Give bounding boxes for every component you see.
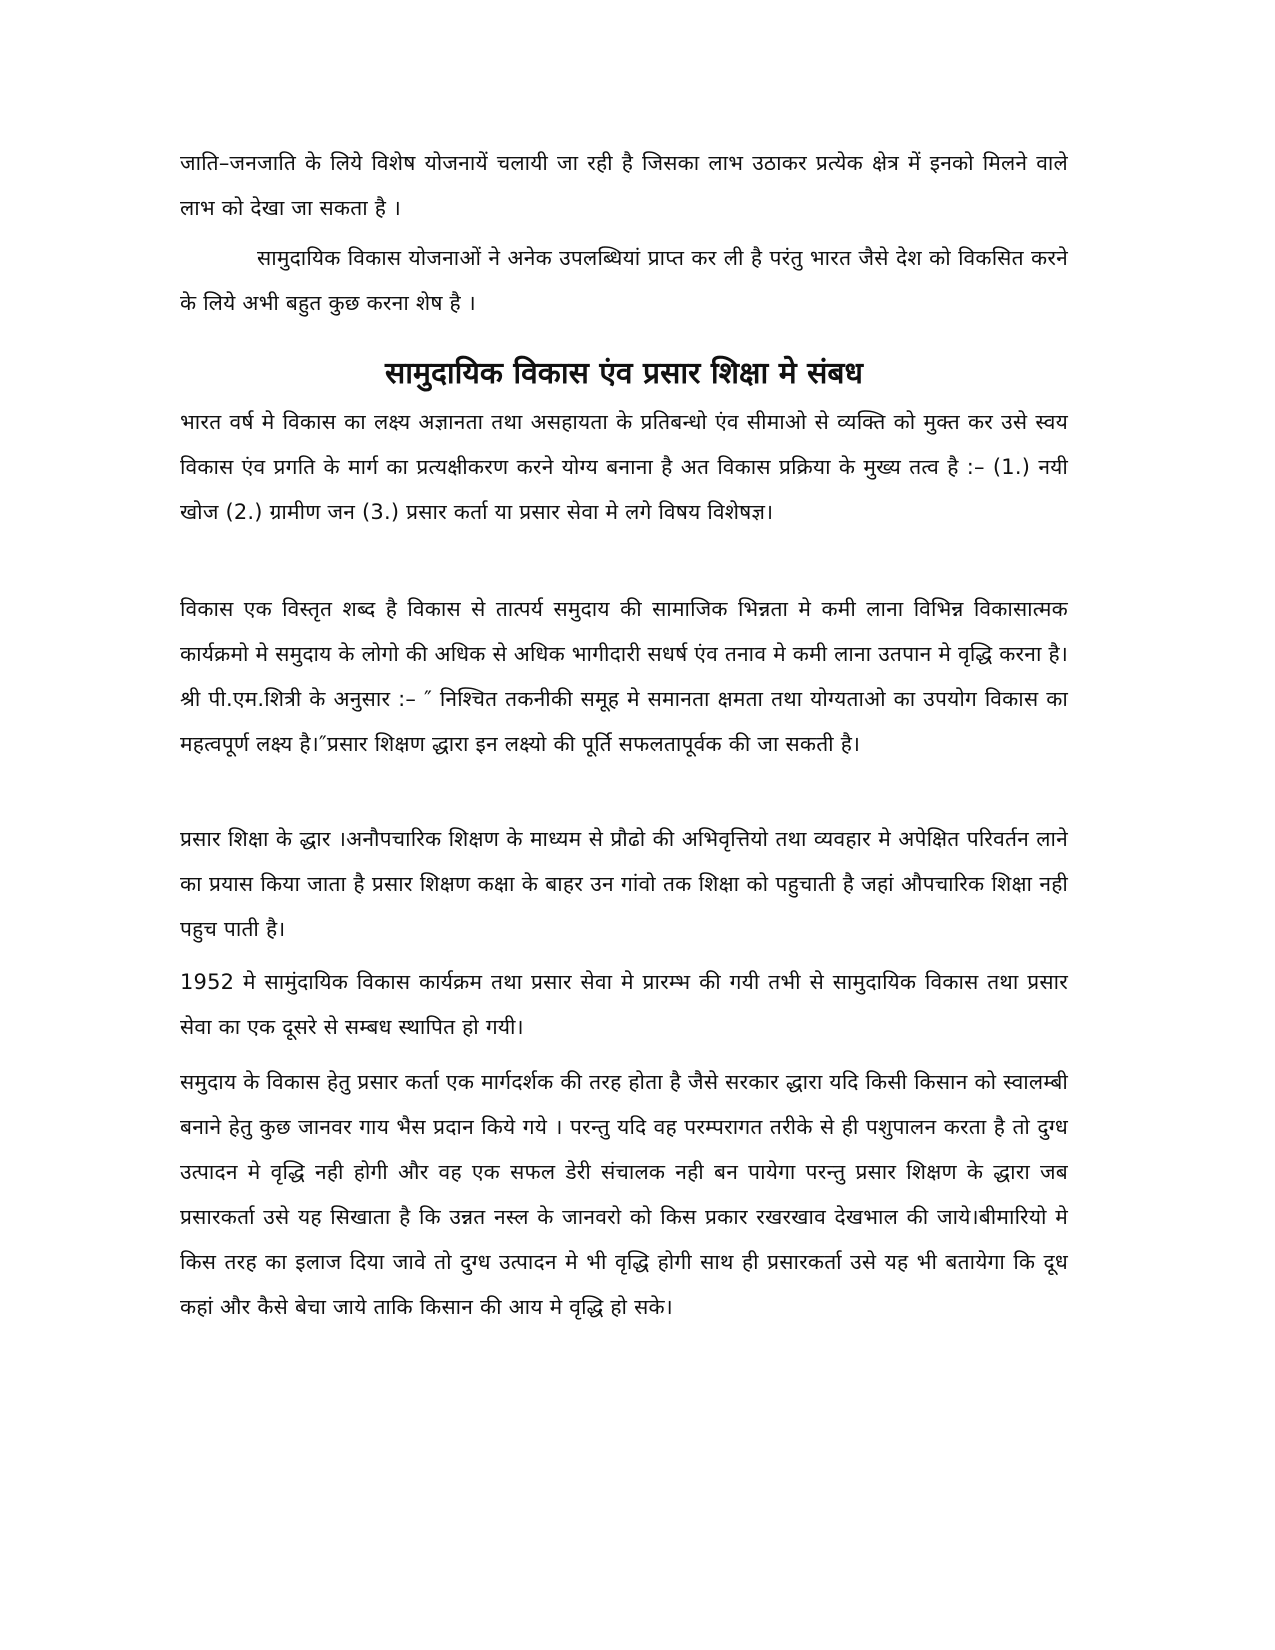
paragraph-scheme-benefits: जाति–जनजाति के लिये विशेष योजनायें चलायी जा रही है जिसका लाभ उठाकर प्रत्येक क्षेत्र में इनको मिलने वाले लाभ को देखा जा सकता है । xyxy=(180,151,1068,220)
paragraph-extension-worker-role: समुदाय के विकास हेतु प्रसार कर्ता एक मार्गदर्शक की तरह होता है जैसे सरकार द्धारा यदि किसी किसान को स्वालम्बी बनाने हेतु कुछ जानवर गाय भैस प्रदान किये गये । परन्तु यदि वह परम्परागत तरीके से ही पशुपालन करता है तो दुग्ध उत्पादन मे वृद्धि नही होगी और वह एक सफल डेरी संचालक नही बन पायेगा परन्तु प्रसार शिक्षण के द्धारा जब प्रसारकर्ता उसे यह सिखाता है कि उन्नत नस्ल के जानवरो को किस प्रकार रखरखाव देखभाल की जाये।बीमारियो मे किस तरह का इलाज दिया जावे तो दुग्ध उत्पादन मे भी वृद्धि होगी साथ ही प्रसारकर्ता उसे यह भी बतायेगा कि दूध कहां और कैसे बेचा जाये ताकि किसान की आय मे वृद्धि हो सके। xyxy=(180,1070,1068,1319)
paragraph-1952-program: 1952 मे सामुंदायिक विकास कार्यक्रम तथा प्रसार सेवा मे प्रारम्भ की गयी तभी से सामुदायिक विकास तथा प्रसार सेवा का एक दूसरे से सम्बध स्थापित हो गयी। xyxy=(180,970,1068,1039)
paragraph-development-definition: विकास एक विस्तृत शब्द है विकास से तात्पर्य समुदाय की सामाजिक भिन्नता मे कमी लाना विभिन्न विकासात्मक कार्यक्रमो मे समुदाय के लोगो की अधिक से अधिक भागीदारी सधर्ष एंव तनाव मे कमी लाना उतपान मे वृद्धि करना है। श्री पी.एम.शित्री के अनुसार :– ″ निश्चित तकनीकी समूह मे समानता क्षमता तथा योग्यताओ का उपयोग विकास का महत्वपूर्ण लक्ष्य है।″प्रसार शिक्षण द्धारा इन लक्ष्यो की पूर्ति सफलतापूर्वक की जा सकती है। xyxy=(180,597,1068,756)
paragraph-achievements: सामुदायिक विकास योजनाओं ने अनेक उपलब्धियां प्राप्त कर ली है परंतु भारत जैसे देश को विकसित करने के लिये अभी बहुत कुछ करना शेष है । xyxy=(180,246,1068,315)
section-heading: सामुदायिक विकास एंव प्रसार शिक्षा मे संबध xyxy=(384,356,863,391)
paragraph-development-goal: भारत वर्ष मे विकास का लक्ष्य अज्ञानता तथा असहायता के प्रतिबन्धो एंव सीमाओ से व्यक्ति को मुक्त कर उसे स्वय विकास एंव प्रगति के मार्ग का प्रत्यक्षीकरण करने योग्य बनाना है अत विकास प्रक्रिया के मुख्य तत्व है :– (1.) नयी खोज (2.) ग्रामीण जन (3.) प्रसार कर्ता या प्रसार सेवा मे लगे विषय विशेषज्ञ। xyxy=(180,410,1068,524)
paragraph-extension-education: प्रसार शिक्षा के द्धार ।अनौपचारिक शिक्षण के माध्यम से प्रौढो की अभिवृत्तियो तथा व्यवहार मे अपेक्षित परिवर्तन लाने का प्रयास किया जाता है प्रसार शिक्षण कक्षा के बाहर उन गांवो तक शिक्षा को पहुचाती है जहां औपचारिक शिक्षा नही पहुच पाती है। xyxy=(180,827,1068,941)
